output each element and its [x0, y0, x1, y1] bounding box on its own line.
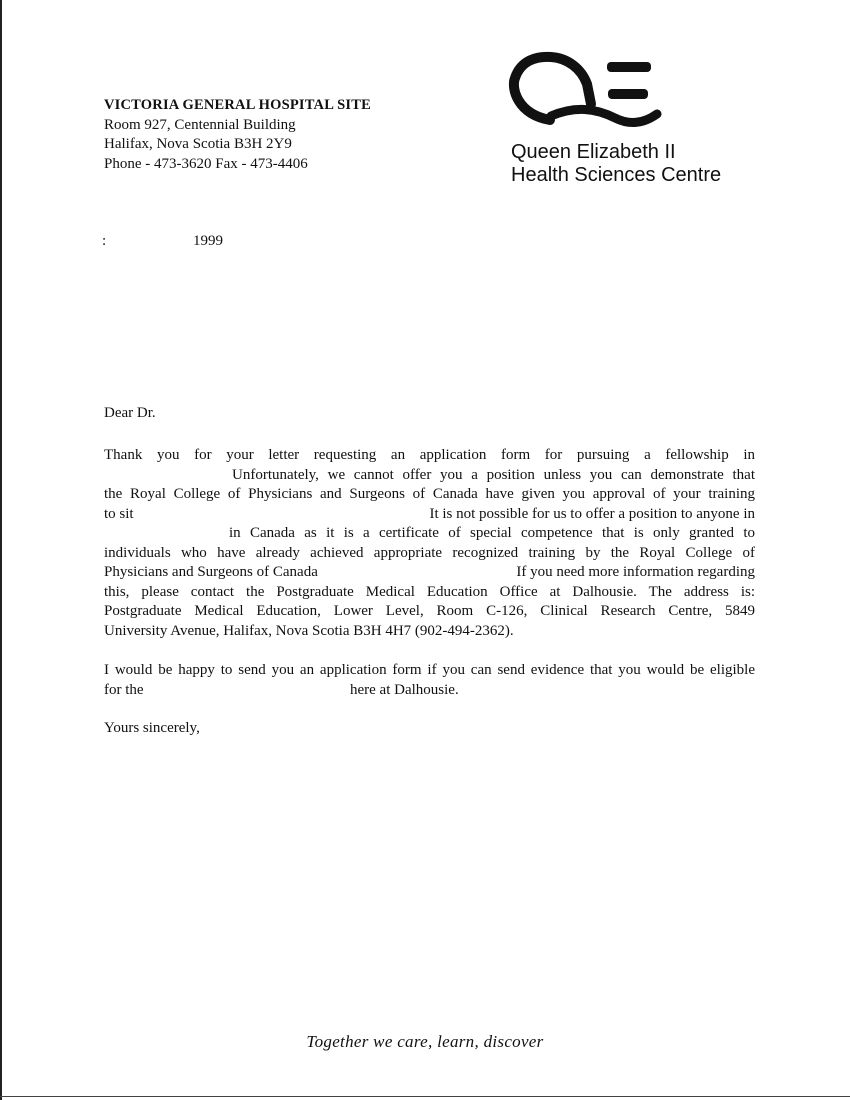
organization-name-line-2: Health Sciences Centre: [511, 164, 722, 186]
letterhead-address: [104, 96, 371, 174]
paragraph-1-line-6: individuals who have already achieved appropriate recognized training by the Royal College of: [104, 544, 755, 561]
paragraph-1-line-9: Postgraduate Medical Education, Lower Level, Room C-126, Clinical Research Centre, 5849: [104, 603, 755, 619]
phone-fax-line: Phone - 473-3620 Fax - 473-4406: [104, 155, 308, 172]
paragraph-1-line-7-start: Physicians and Surgeons of Canada: [104, 564, 318, 580]
paragraph-1-line-5: in Canada as it is a certificate of special competence that is only granted to: [229, 525, 755, 541]
paragraph-1-line-7-end: If you need more information regarding: [516, 564, 755, 580]
paragraph-1-line-4: [104, 505, 755, 525]
paragraph-1-line-4-end: It is not possible for us to offer a position to anyone in: [429, 505, 755, 522]
page-left-edge: [0, 0, 2, 1100]
closing: Yours sincerely,: [104, 720, 200, 736]
paragraph-2: [104, 661, 755, 700]
paragraph-1-line-2: Unfortunately, we cannot offer you a position unless you can demonstrate that: [232, 466, 755, 483]
salutation: Dear Dr.: [104, 405, 156, 421]
paragraph-2-line-1: I would be happy to send you an application form if you can send evidence that you would be eligible: [104, 662, 755, 678]
paragraph-1-line-7: [104, 563, 755, 583]
paragraph-2-line-2-end: here at Dalhousie.: [350, 681, 459, 698]
city-line: Halifax, Nova Scotia B3H 2Y9: [104, 136, 292, 152]
organization-name: [511, 141, 721, 187]
paragraph-1-line-4-start: to sit: [104, 505, 134, 522]
qe-ii-logo-icon: [505, 48, 665, 138]
paragraph-1-line-8: this, please contact the Postgraduate Medical Education Office at Dalhousie. The address is:: [104, 583, 755, 600]
hospital-site-name: VICTORIA GENERAL HOSPITAL SITE: [104, 97, 371, 113]
date-mark: :: [102, 233, 107, 249]
paragraph-2-line-2: [104, 681, 755, 701]
room-line: Room 927, Centennial Building: [104, 116, 296, 133]
date-year: 1999: [193, 233, 223, 249]
paragraph-1-line-3: the Royal College of Physicians and Surgeons of Canada have given you approval of your training: [104, 486, 755, 502]
paragraph-1-line-10: University Avenue, Halifax, Nova Scotia B3H 4H7 (902-494-2362).: [104, 622, 514, 639]
page-bottom-rule: [0, 1096, 850, 1097]
organization-name-line-1: Queen Elizabeth II: [511, 141, 676, 163]
paragraph-1-line-1: Thank you for your letter requesting an application form for pursuing a fellowship in: [104, 447, 755, 463]
footer-motto: Together we care, learn, discover: [306, 1032, 544, 1051]
paragraph-1: [104, 446, 755, 641]
letter-date: [102, 233, 223, 250]
paragraph-2-line-2-start: for the: [104, 681, 144, 698]
